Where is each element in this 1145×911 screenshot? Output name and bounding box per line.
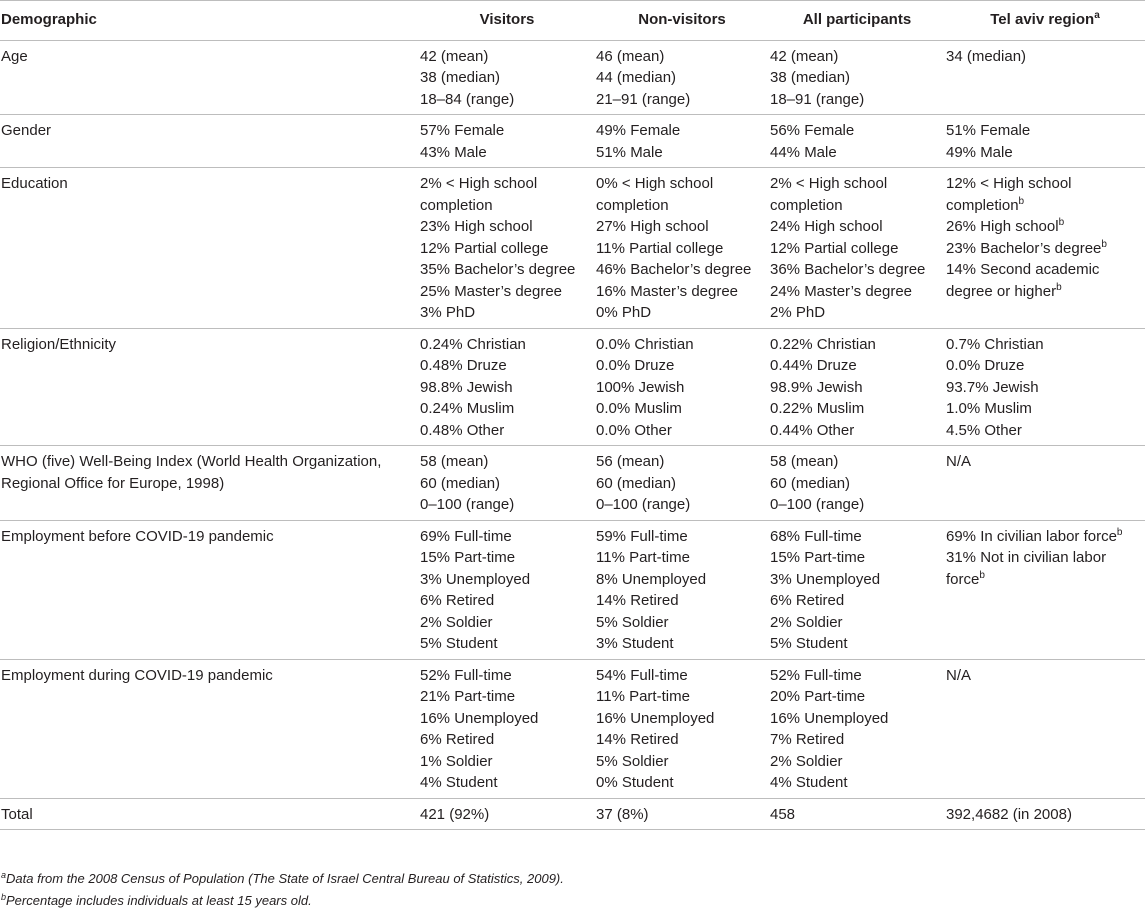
all-participants-cell — [769, 659, 945, 798]
visitors-cell — [419, 40, 595, 115]
cell-line: 458 — [770, 804, 941, 826]
cell-line: 52% Full-time — [770, 665, 941, 687]
cell-text: 34 (median) — [946, 48, 1026, 65]
cell-line: 0.44% Druze — [770, 355, 941, 377]
cell-line: 16% Master’s degree — [596, 281, 765, 303]
visitors-cell — [419, 798, 595, 830]
row-label: Employment during COVID-19 pandemic — [0, 659, 419, 798]
cell-text: 0.0% Druze — [946, 357, 1024, 374]
non-visitors-cell — [595, 40, 769, 115]
row-label: WHO (five) Well-Being Index (World Health Organization, Regional Office for Europe, 1998) — [0, 446, 419, 521]
tel-aviv-cell — [945, 115, 1145, 168]
visitors-cell — [419, 168, 595, 329]
tel-aviv-cell — [945, 798, 1145, 830]
cell-line: 54% Full-time — [596, 665, 765, 687]
cell-text: 0.7% Christian — [946, 336, 1044, 353]
cell-line: 2% PhD — [770, 302, 941, 324]
row-label: Total — [0, 798, 419, 830]
tel-aviv-cell — [945, 446, 1145, 521]
cell-line — [946, 142, 1141, 164]
table-row — [0, 115, 1145, 168]
cell-line: 24% High school — [770, 216, 941, 238]
table-row — [0, 328, 1145, 446]
footnote-marker: b — [1056, 282, 1062, 293]
cell-line: 36% Bachelor’s degree — [770, 259, 941, 281]
table-row — [0, 446, 1145, 521]
cell-line — [946, 451, 1141, 473]
cell-line — [946, 173, 1141, 216]
footnote-marker: b — [979, 570, 985, 581]
cell-line: 52% Full-time — [420, 665, 591, 687]
all-participants-cell — [769, 40, 945, 115]
cell-line: 3% Unemployed — [420, 569, 591, 591]
cell-line: 0% < High school completion — [596, 173, 765, 216]
cell-line: 0.0% Druze — [596, 355, 765, 377]
cell-line: 0% Student — [596, 772, 765, 794]
cell-line — [946, 420, 1141, 442]
footnote-text: Percentage includes individuals at least 15 years old. — [6, 893, 312, 908]
table-row — [0, 798, 1145, 830]
cell-line: 6% Retired — [420, 590, 591, 612]
cell-line: 14% Retired — [596, 590, 765, 612]
cell-line: 56 (mean) — [596, 451, 765, 473]
non-visitors-cell — [595, 798, 769, 830]
table-footnotes — [1, 868, 564, 911]
non-visitors-cell — [595, 520, 769, 659]
cell-line — [946, 665, 1141, 687]
row-label: Age — [0, 40, 419, 115]
cell-text: 69% In civilian labor force — [946, 528, 1117, 545]
cell-line: 0–100 (range) — [770, 494, 941, 516]
cell-line: 0.24% Christian — [420, 334, 591, 356]
cell-line: 0.22% Muslim — [770, 398, 941, 420]
visitors-cell — [419, 659, 595, 798]
cell-line — [946, 334, 1141, 356]
cell-line: 4% Student — [420, 772, 591, 794]
cell-line — [946, 259, 1141, 302]
cell-line: 100% Jewish — [596, 377, 765, 399]
cell-line: 35% Bachelor’s degree — [420, 259, 591, 281]
cell-line: 5% Soldier — [596, 751, 765, 773]
cell-line — [946, 526, 1141, 548]
tel-aviv-cell — [945, 328, 1145, 446]
cell-line: 98.8% Jewish — [420, 377, 591, 399]
cell-line: 16% Unemployed — [770, 708, 941, 730]
cell-line: 6% Retired — [420, 729, 591, 751]
cell-text: 4.5% Other — [946, 422, 1022, 439]
cell-line — [946, 355, 1141, 377]
non-visitors-cell — [595, 446, 769, 521]
footnote-b — [1, 890, 564, 911]
header-visitors: Visitors — [419, 1, 595, 41]
cell-line: 7% Retired — [770, 729, 941, 751]
cell-text: 51% Female — [946, 122, 1030, 139]
cell-line: 2% < High school completion — [770, 173, 941, 216]
cell-line: 16% Unemployed — [420, 708, 591, 730]
cell-line: 16% Unemployed — [596, 708, 765, 730]
all-participants-cell — [769, 168, 945, 329]
footnote-marker: b — [1059, 217, 1065, 228]
cell-line: 3% Unemployed — [770, 569, 941, 591]
cell-line: 46% Bachelor’s degree — [596, 259, 765, 281]
visitors-cell — [419, 446, 595, 521]
row-label: Employment before COVID-19 pandemic — [0, 520, 419, 659]
cell-line: 0–100 (range) — [420, 494, 591, 516]
tel-aviv-cell — [945, 168, 1145, 329]
cell-line: 57% Female — [420, 120, 591, 142]
cell-line: 15% Part-time — [770, 547, 941, 569]
cell-text: 49% Male — [946, 144, 1013, 161]
footnote-text: Data from the 2008 Census of Population (The State of Israel Central Bureau of Statistics, 2009). — [6, 871, 564, 886]
non-visitors-cell — [595, 328, 769, 446]
cell-line — [946, 804, 1141, 826]
non-visitors-cell — [595, 115, 769, 168]
cell-text: 12% < High school completion — [946, 175, 1072, 214]
cell-line: 5% Student — [770, 633, 941, 655]
footnote-marker: a — [1094, 10, 1100, 21]
cell-line: 21–91 (range) — [596, 89, 765, 111]
cell-text: 31% Not in civilian labor force — [946, 549, 1106, 588]
cell-line: 8% Unemployed — [596, 569, 765, 591]
all-participants-cell — [769, 446, 945, 521]
cell-line: 51% Male — [596, 142, 765, 164]
cell-line — [946, 238, 1141, 260]
cell-line: 68% Full-time — [770, 526, 941, 548]
cell-line: 5% Soldier — [596, 612, 765, 634]
row-label: Religion/Ethnicity — [0, 328, 419, 446]
cell-line: 43% Male — [420, 142, 591, 164]
footnote-mark: b — [1, 892, 6, 902]
cell-line: 38 (median) — [770, 67, 941, 89]
cell-line: 69% Full-time — [420, 526, 591, 548]
cell-line: 60 (median) — [596, 473, 765, 495]
cell-text: 26% High school — [946, 218, 1059, 235]
header-all-participants: All participants — [769, 1, 945, 41]
row-label: Gender — [0, 115, 419, 168]
cell-line: 15% Part-time — [420, 547, 591, 569]
header-non-visitors: Non-visitors — [595, 1, 769, 41]
cell-line: 11% Part-time — [596, 547, 765, 569]
cell-line: 0.22% Christian — [770, 334, 941, 356]
cell-line: 25% Master’s degree — [420, 281, 591, 303]
tel-aviv-cell — [945, 40, 1145, 115]
cell-line: 44% Male — [770, 142, 941, 164]
footnote-marker: b — [1101, 239, 1107, 250]
visitors-cell — [419, 115, 595, 168]
header-demographic: Demographic — [0, 1, 419, 41]
table-row — [0, 40, 1145, 115]
cell-line: 37 (8%) — [596, 804, 765, 826]
cell-line: 58 (mean) — [770, 451, 941, 473]
cell-text: 1.0% Muslim — [946, 400, 1032, 417]
cell-line — [946, 216, 1141, 238]
cell-line: 60 (median) — [770, 473, 941, 495]
cell-line: 0.0% Christian — [596, 334, 765, 356]
cell-line: 46 (mean) — [596, 46, 765, 68]
cell-line: 42 (mean) — [420, 46, 591, 68]
cell-line: 2% Soldier — [770, 612, 941, 634]
header-tel-aviv-region — [945, 1, 1145, 41]
non-visitors-cell — [595, 168, 769, 329]
cell-line: 42 (mean) — [770, 46, 941, 68]
cell-line: 4% Student — [770, 772, 941, 794]
cell-line: 0.24% Muslim — [420, 398, 591, 420]
cell-text: 14% Second academic degree or higher — [946, 261, 1099, 300]
cell-line: 5% Student — [420, 633, 591, 655]
row-label: Education — [0, 168, 419, 329]
cell-line: 23% High school — [420, 216, 591, 238]
cell-line: 20% Part-time — [770, 686, 941, 708]
table-row — [0, 168, 1145, 329]
all-participants-cell — [769, 798, 945, 830]
cell-line: 18–84 (range) — [420, 89, 591, 111]
visitors-cell — [419, 328, 595, 446]
cell-line: 421 (92%) — [420, 804, 591, 826]
cell-line: 3% PhD — [420, 302, 591, 324]
cell-line: 0.0% Other — [596, 420, 765, 442]
all-participants-cell — [769, 328, 945, 446]
cell-line: 18–91 (range) — [770, 89, 941, 111]
cell-line: 59% Full-time — [596, 526, 765, 548]
cell-text: N/A — [946, 453, 971, 470]
cell-line: 0.48% Druze — [420, 355, 591, 377]
cell-line: 12% Partial college — [420, 238, 591, 260]
cell-line: 0–100 (range) — [596, 494, 765, 516]
footnote-mark: a — [1, 870, 6, 880]
cell-line — [946, 377, 1141, 399]
cell-text: N/A — [946, 667, 971, 684]
cell-line: 24% Master’s degree — [770, 281, 941, 303]
cell-line: 56% Female — [770, 120, 941, 142]
cell-line: 6% Retired — [770, 590, 941, 612]
header-tel-aviv-label: Tel aviv region — [990, 11, 1094, 28]
all-participants-cell — [769, 115, 945, 168]
cell-line: 2% Soldier — [420, 612, 591, 634]
cell-line: 12% Partial college — [770, 238, 941, 260]
cell-line: 0.48% Other — [420, 420, 591, 442]
cell-line: 49% Female — [596, 120, 765, 142]
cell-line: 44 (median) — [596, 67, 765, 89]
cell-line: 21% Part-time — [420, 686, 591, 708]
footnote-a — [1, 868, 564, 890]
cell-line: 27% High school — [596, 216, 765, 238]
cell-line: 98.9% Jewish — [770, 377, 941, 399]
cell-line — [946, 398, 1141, 420]
all-participants-cell — [769, 520, 945, 659]
cell-line — [946, 547, 1141, 590]
cell-line: 11% Partial college — [596, 238, 765, 260]
footnote-marker: b — [1019, 196, 1025, 207]
cell-line — [946, 46, 1141, 68]
cell-line: 1% Soldier — [420, 751, 591, 773]
cell-text: 23% Bachelor’s degree — [946, 240, 1101, 257]
cell-line: 11% Part-time — [596, 686, 765, 708]
cell-line: 0.44% Other — [770, 420, 941, 442]
non-visitors-cell — [595, 659, 769, 798]
cell-line: 2% < High school completion — [420, 173, 591, 216]
cell-line: 0% PhD — [596, 302, 765, 324]
cell-line: 3% Student — [596, 633, 765, 655]
visitors-cell — [419, 520, 595, 659]
footnote-marker: b — [1117, 527, 1123, 538]
cell-line: 2% Soldier — [770, 751, 941, 773]
tel-aviv-cell — [945, 659, 1145, 798]
header-row — [0, 1, 1145, 41]
cell-line: 38 (median) — [420, 67, 591, 89]
cell-line: 14% Retired — [596, 729, 765, 751]
cell-text: 93.7% Jewish — [946, 379, 1039, 396]
table-row — [0, 520, 1145, 659]
cell-line — [946, 120, 1141, 142]
cell-line: 0.0% Muslim — [596, 398, 765, 420]
cell-text: 392,4682 (in 2008) — [946, 806, 1072, 823]
cell-line: 60 (median) — [420, 473, 591, 495]
cell-line: 58 (mean) — [420, 451, 591, 473]
table-row — [0, 659, 1145, 798]
tel-aviv-cell — [945, 520, 1145, 659]
